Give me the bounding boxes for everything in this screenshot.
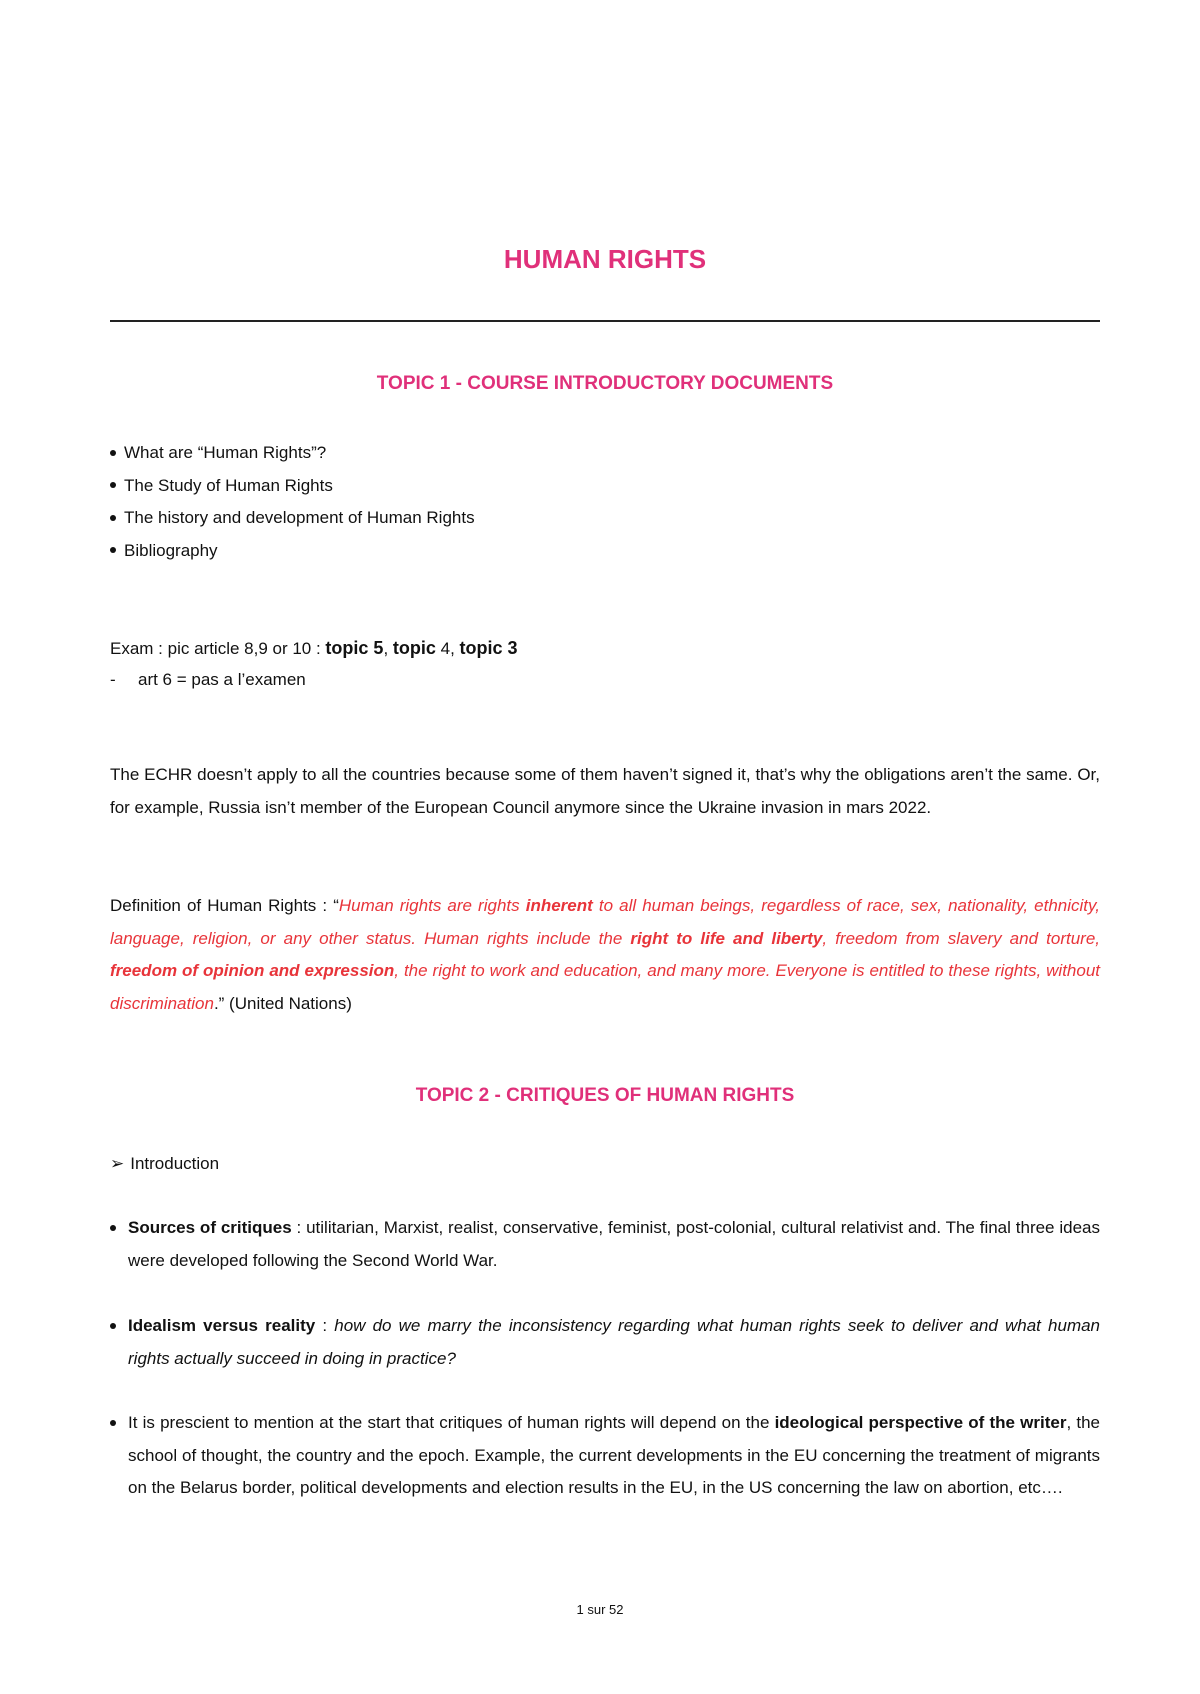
- list-item: Bibliography: [110, 535, 1100, 568]
- list-item: The history and development of Human Rights: [110, 502, 1100, 535]
- page-number: 1 sur 52: [576, 1602, 624, 1617]
- bullet-icon: [110, 1323, 116, 1329]
- critique-item-idealism: Idealism versus reality : how do we marry the inconsistency regarding what human rights seek to deliver and what human rights actually succeed in doing in practice?: [110, 1310, 1100, 1375]
- bullet-icon: [110, 1225, 116, 1231]
- critique-item-perspective: It is prescient to mention at the start that critiques of human rights will depend on the ideological perspective of the writer, the school of thought, the country and the epoch. Example, the current developments in the EU concerning the treatment of migrants on the Belarus border, political developments and election results in the EU, in the US concerning the law on abortion, etc….: [110, 1407, 1100, 1505]
- topic-2-heading: TOPIC 2 - CRITIQUES OF HUMAN RIGHTS: [415, 1085, 795, 1106]
- critique-item-sources: Sources of critiques : utilitarian, Marxist, realist, conservative, feminist, post-colonial, cultural relativist and. The final three ideas were developed following the Second World War.: [110, 1212, 1100, 1277]
- definition-paragraph: Definition of Human Rights : “Human rights are rights inherent to all human beings, regardless of race, sex, nationality, ethnicity, language, religion, or any other status. Human rights include the right to life and liberty, freedom from slavery and torture, freedom of opinion and expression, the right to work and education, and many more. Everyone is entitled to these rights, without discrimination.” (United Nations): [110, 896, 1100, 1013]
- arrow-bullet-icon: ➢: [110, 1154, 125, 1173]
- title-divider: [110, 320, 1100, 322]
- bullet-icon: [110, 482, 116, 488]
- exam-dash-item: - art 6 = pas a l’examen: [110, 664, 306, 696]
- bullet-icon: [110, 450, 116, 456]
- topic-1-bullet-list: [110, 437, 1100, 567]
- bullet-icon: [110, 547, 116, 553]
- list-item: The Study of Human Rights: [110, 470, 1100, 503]
- echr-paragraph: The ECHR doesn’t apply to all the countries because some of them haven’t signed it, that’s why the obligations aren’t the same. Or, for example, Russia isn’t member of the European Council anymore since the Ukraine invasion in mars 2022.: [110, 765, 1100, 817]
- exam-note: Exam : pic article 8,9 or 10 : topic 5, topic 4, topic 3: [110, 638, 518, 658]
- topic-1-heading: TOPIC 1 - COURSE INTRODUCTORY DOCUMENTS: [376, 373, 834, 394]
- definition-quote: Human rights are rights inherent to all human beings, regardless of race, sex, nationality, ethnicity, language, religion, or any other status. Human rights include the right to life and liberty, freedom from slavery and torture, freedom of opinion and expression, the right to work and education, and many more. Everyone is entitled to these rights, without discrimination: [110, 896, 1100, 1013]
- document-title: HUMAN RIGHTS: [503, 244, 707, 274]
- bullet-icon: [110, 1420, 116, 1426]
- dash-marker: -: [110, 670, 116, 689]
- introduction-heading: ➢ Introduction: [110, 1148, 219, 1180]
- list-item: What are “Human Rights”?: [110, 437, 1100, 470]
- bullet-icon: [110, 515, 116, 521]
